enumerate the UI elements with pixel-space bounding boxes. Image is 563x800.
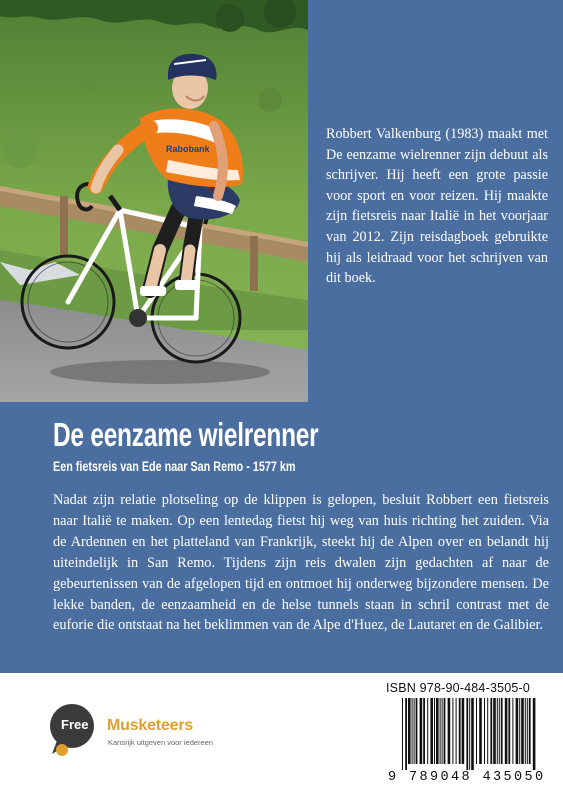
- barcode-bar: [436, 698, 439, 764]
- barcode-bar: [444, 698, 446, 764]
- barcode-bar: [408, 698, 411, 764]
- barcode-bar: [505, 698, 508, 764]
- barcode-bar: [471, 698, 474, 770]
- barcode: [400, 698, 540, 770]
- barcode-bar: [459, 698, 461, 764]
- barcode-bar: [479, 698, 482, 764]
- barcode-bar: [497, 698, 498, 764]
- barcode-bar: [452, 698, 453, 764]
- barcode-bar: [527, 698, 528, 764]
- barcode-bar: [484, 698, 485, 764]
- barcode-bar: [499, 698, 500, 764]
- barcode-bar: [416, 698, 418, 764]
- publisher-tagline: Kansrijk uitgeven voor iedereen: [108, 738, 214, 747]
- barcode-bar: [434, 698, 435, 764]
- barcode-bar: [462, 698, 465, 764]
- barcode-bar: [508, 698, 510, 764]
- publisher-name-musketeers: Musketeers: [107, 717, 194, 734]
- publisher-name-free: Free: [61, 717, 89, 732]
- barcode-bar: [430, 698, 433, 764]
- barcode-bar: [512, 698, 513, 764]
- barcode-bar: [456, 698, 457, 764]
- book-blurb: Nadat zijn relatie plotseling op de klippen is gelopen, besluit Robbert een fietsreis naar Italië te maken. Op een lentedag fietst hij weg van huis richting het zuiden. Via de Ardennen en het platteland van Frankrijk, steekt hij de Alpen over en belandt hij uiteindelijk in San Remo. Tijdens zijn reis dwalen zijn gedachten af naar de gebeurtenissen van de afgelopen tijd en ontmoet hij onderweg bijzondere mensen. De lekke banden, de eenzaamheid en de helse tunnels staan in schril contrast met de euforie die ontstaat na het beklimmen van de Alpe d'Huez, de Lautaret en de Galibier.: [53, 492, 549, 634]
- book-subtitle: Een fietsreis van Ede naar San Remo - 1577 km: [53, 459, 296, 474]
- barcode-bar: [466, 698, 468, 770]
- barcode-bar: [423, 698, 425, 764]
- barcode-bar: [405, 698, 407, 770]
- barcode-bar: [519, 698, 520, 764]
- barcode-bar: [490, 698, 492, 764]
- barcode-bar: [414, 698, 415, 764]
- barcode-bar: [448, 698, 451, 764]
- jersey-text: Rabobank: [166, 144, 210, 154]
- barcode-digits: 9 789048 435050: [388, 770, 546, 785]
- publisher-logo: [50, 700, 250, 760]
- barcode-bar: [440, 698, 441, 764]
- barcode-bar: [529, 698, 531, 764]
- barcode-bar: [412, 698, 413, 764]
- barcode-bar: [402, 698, 403, 770]
- barcode-bar: [487, 698, 488, 764]
- barcode-bar: [493, 698, 496, 764]
- barcode-bar: [516, 698, 519, 764]
- isbn-label: ISBN 978-90-484-3505-0: [386, 681, 531, 695]
- author-bio: Robbert Valkenburg (1983) maakt met De eenzame wielrenner zijn debuut als schrijver. Hij heeft een grote passie voor sport en voor reizen. Hij maakte zijn fietsreis naar Italië in het voorjaar van 2012. Zijn reisdagboek gebruikte hij als leidraad voor het schrijven van dit boek.: [326, 126, 548, 287]
- barcode-bar: [427, 698, 428, 764]
- barcode-bar: [442, 698, 443, 764]
- barcode-bar: [420, 698, 423, 764]
- cyclist-photo: [0, 0, 308, 402]
- isbn-block: [380, 680, 550, 788]
- barcode-bar: [501, 698, 503, 764]
- barcode-bar: [469, 698, 470, 770]
- barcode-bar: [521, 698, 524, 764]
- barcode-bar: [525, 698, 526, 764]
- book-title: De eenzame wielrenner: [53, 416, 319, 453]
- barcode-bar: [476, 698, 477, 764]
- barcode-bar: [533, 698, 536, 770]
